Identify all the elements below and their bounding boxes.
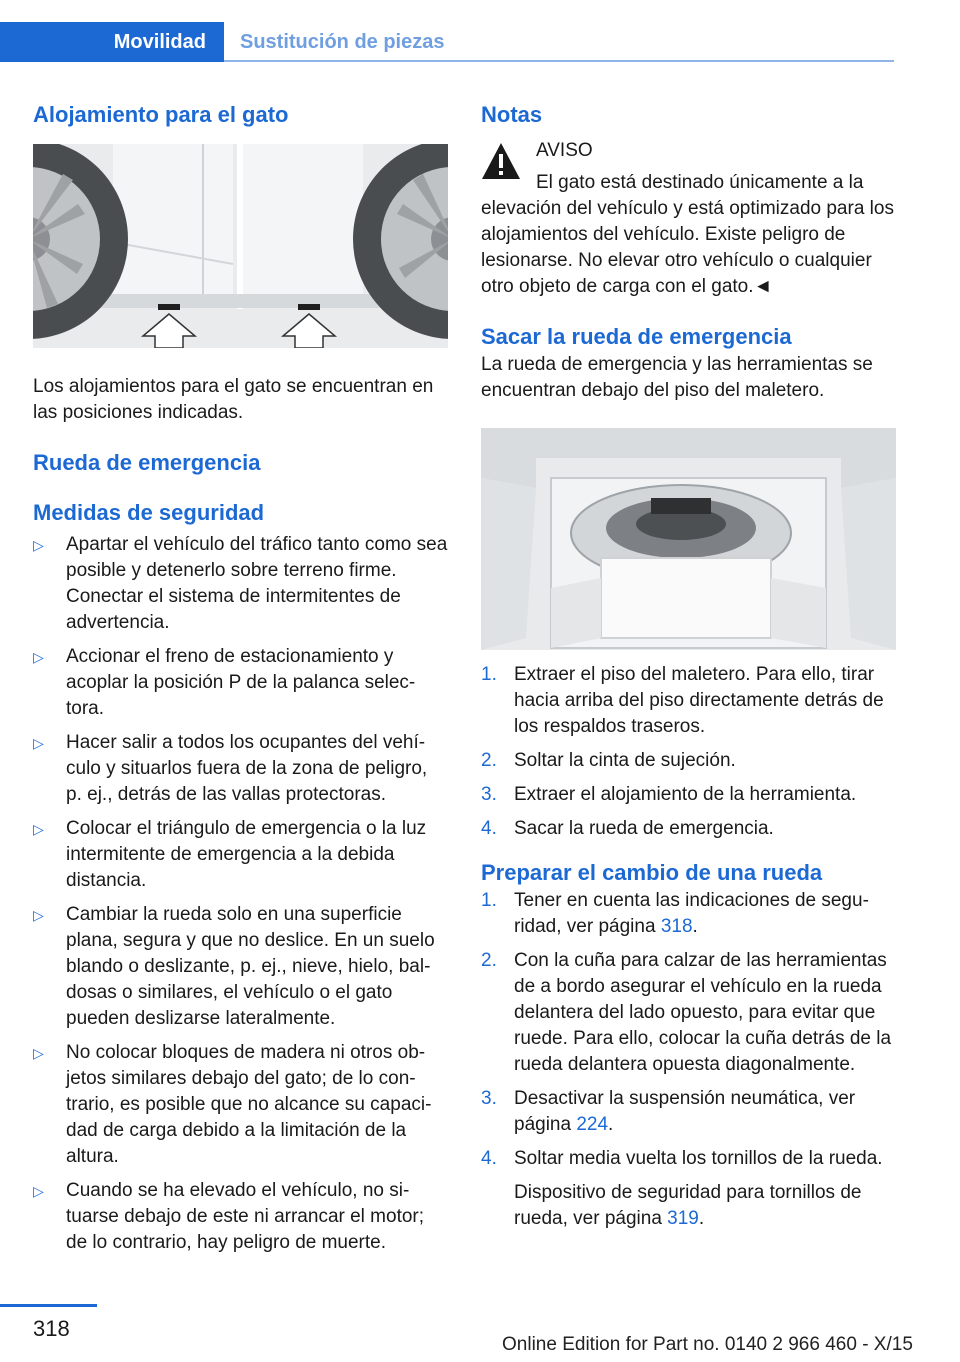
triangle-bullet-icon: ▷	[33, 907, 44, 923]
left-column	[33, 100, 448, 1264]
tab-movilidad[interactable]: Movilidad	[0, 22, 224, 62]
edition-footer: Online Edition for Part no. 0140 2 966 460 - X/15	[502, 1334, 913, 1355]
warning-text-first: El gato está destinado únicamente a la	[536, 172, 864, 193]
prepare-steps-list	[481, 888, 896, 1232]
page-link-318[interactable]: 318	[660, 916, 693, 937]
list-item: ▷ Cuando se ha elevado el vehículo, no si‐tuarse debajo de este ni arrancar el motor; de lo contrario, hay peligro de muerte.	[33, 1180, 425, 1253]
triangle-bullet-icon: ▷	[33, 1183, 44, 1199]
safety-list	[33, 532, 448, 1256]
list-item: ▷ Hacer salir a todos los ocupantes del vehí‐culo y situarlos fuera de la zona de peligro, p. ej., detrás de las vallas protectoras.	[33, 732, 428, 805]
list-item: 1. Extraer el piso del maletero. Para ello, tirar hacia arriba del piso directamente detrás de los respaldos traseros.	[481, 664, 884, 737]
list-item: 2. Soltar la cinta de sujeción.	[481, 750, 736, 771]
jack-section-title: Alojamiento para el gato	[33, 102, 289, 127]
warning-triangle-icon	[481, 142, 521, 180]
warning-label: AVISO	[536, 140, 593, 161]
list-item: 3. Desactivar la suspensión neumática, ver página 224.	[481, 1088, 856, 1135]
list-item: ▷ Colocar el triángulo de emergencia o la luz intermitente de emergencia a la debida distancia.	[33, 818, 427, 891]
list-item: 2. Con la cuña para calzar de las herramientas de a bordo asegurar el vehículo en la rueda delantera del lado opuesto, para evitar que ruede. Para ello, colocar la cuña detrás de la rueda delantera opuesta diagonalmente.	[481, 950, 892, 1075]
triangle-bullet-icon: ▷	[33, 735, 44, 751]
list-item: 3. Extraer el alojamiento de la herramienta.	[481, 784, 857, 805]
triangle-bullet-icon: ▷	[33, 821, 44, 837]
list-item: 4. Soltar media vuelta los tornillos de la rueda. Dispositivo de seguridad para tornillos de rueda, ver página 319.	[481, 1146, 896, 1232]
jack-points-image	[33, 144, 448, 348]
notes-title: Notas	[481, 102, 543, 127]
page-link-319[interactable]: 319	[667, 1208, 699, 1229]
remove-steps-list	[481, 662, 896, 842]
car-side-illustration	[33, 144, 448, 348]
remove-wheel-text: La rueda de emergencia y las herramientas se encuentran debajo del piso del maletero.	[481, 354, 873, 401]
list-item: ▷ No colocar bloques de madera ni otros ob‐jetos similares debajo del gato; de lo con‐trario, es posible que no alcance su capaci‐dad de carga debido a la limitación de la altura.	[33, 1042, 432, 1167]
trunk-illustration	[481, 428, 896, 650]
header-divider	[224, 60, 894, 62]
warning-text: elevación del vehículo y está optimizado para los alojamientos del vehículo. Existe peligro de lesionarse. No elevar otro vehículo o cualquier otro objeto de carga con el gato.◄	[481, 198, 894, 297]
jack-caption: Los alojamientos para el gato se encuentran en las posiciones indicadas.	[33, 376, 434, 423]
tab-sustitucion-de-piezas[interactable]: Sustitución de piezas	[240, 31, 445, 53]
emergency-wheel-title: Rueda de emergencia	[33, 450, 261, 475]
header	[0, 0, 960, 62]
list-item: ▷ Accionar el freno de estacionamiento y acoplar la posición P de la palanca selec‐tora.	[33, 646, 416, 719]
warning-block	[481, 138, 896, 300]
prepare-change-title: Preparar el cambio de una rueda	[481, 860, 823, 885]
list-item: ▷ Cambiar la rueda solo en una superficie plana, segura y que no deslice. En un suelo blando o deslizante, p. ej., nieve, hielo, bal‐dosas o similares, el vehículo o el gato pueden deslizarse lateralmente.	[33, 904, 435, 1029]
page-number: 318	[33, 1316, 70, 1341]
trunk-spare-wheel-image	[481, 428, 896, 650]
triangle-bullet-icon: ▷	[33, 649, 44, 665]
triangle-bullet-icon: ▷	[33, 537, 44, 553]
remove-wheel-title: Sacar la rueda de emergencia	[481, 324, 792, 349]
footer-divider	[0, 1304, 97, 1307]
list-item: 1. Tener en cuenta las indicaciones de segu‐ridad, ver página 318.	[481, 890, 869, 937]
safety-measures-title: Medidas de seguridad	[33, 500, 265, 525]
step-extra-note: Dispositivo de seguridad para tornillos de rueda, ver página 319.	[514, 1182, 862, 1229]
triangle-bullet-icon: ▷	[33, 1045, 44, 1061]
list-item: ▷ Apartar el vehículo del tráfico tanto como sea posible y detenerlo sobre terreno firme. Conectar el sistema de intermitentes de advertencia.	[33, 534, 448, 633]
page-link-224[interactable]: 224	[576, 1114, 609, 1135]
right-column	[481, 100, 896, 1240]
list-item: 4. Sacar la rueda de emergencia.	[481, 818, 774, 839]
